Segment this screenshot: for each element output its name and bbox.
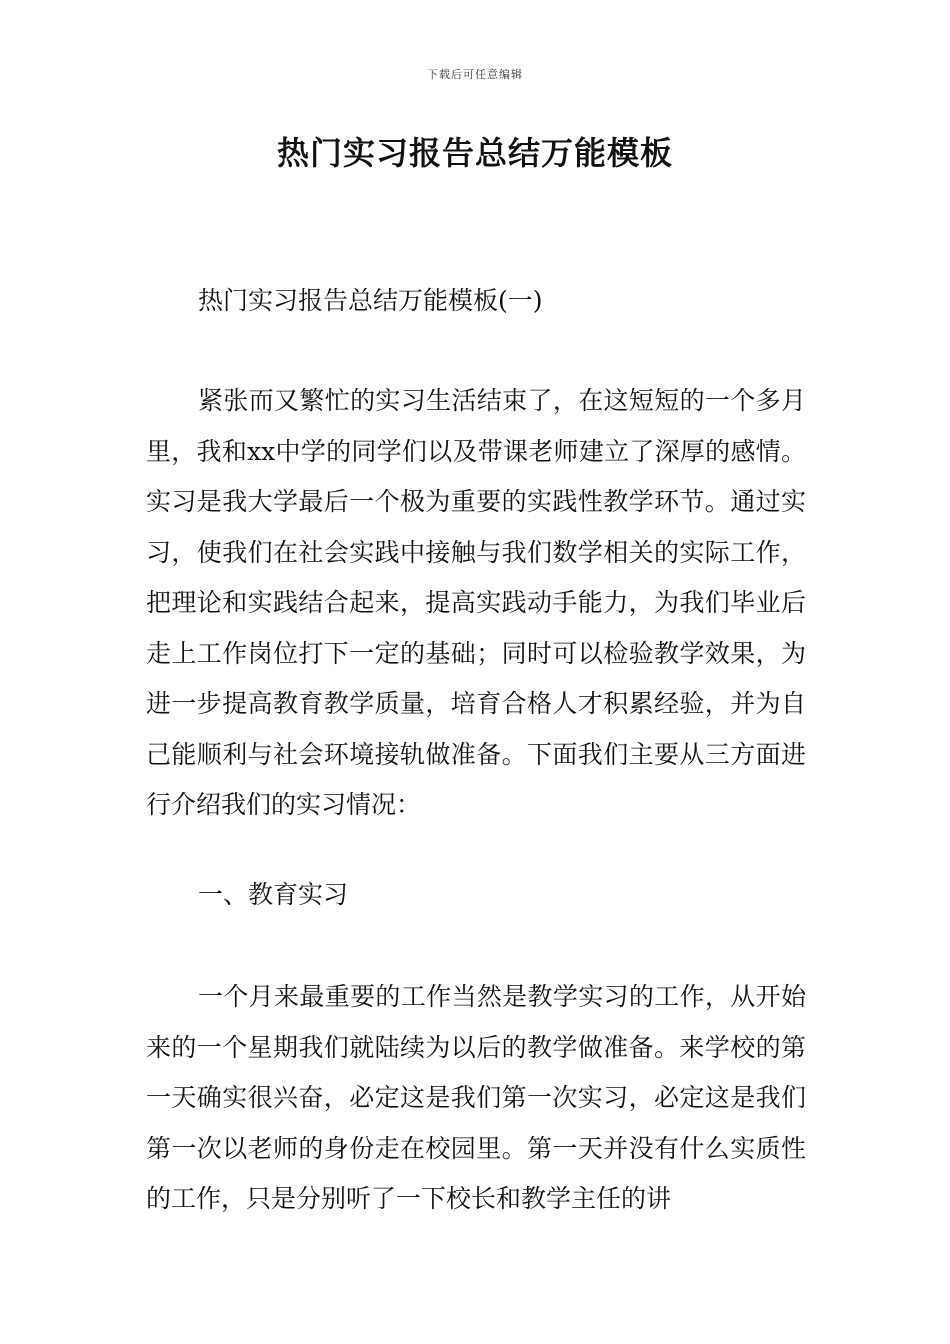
- document-subtitle: 热门实习报告总结万能模板(一): [198, 286, 543, 315]
- section-heading: 一、教育实习: [198, 880, 349, 909]
- paragraph-teaching: 一个月来最重要的工作当然是教学实习的工作，从开始来的一个星期我们就陆续为以后的教学做准备。来学校的第一天确实很兴奋，必定这是我们第一次实习，必定这是我们第一次以老师的身份走在校园里。第一天并没有什么实质性的工作，只是分别听了一下校长和教学主任的讲: [146, 982, 806, 1213]
- header-note: 下载后可任意编辑: [427, 68, 523, 81]
- paragraph-intro: 紧张而又繁忙的实习生活结束了，在这短短的一个多月里，我和xx中学的同学们以及带课老师建立了深厚的感情。实习是我大学最后一个极为重要的实践性教学环节。通过实习，使我们在社会实践中接触与我们数学相关的实际工作，把理论和实践结合起来，提高实践动手能力，为我们毕业后走上工作岗位打下一定的基础；同时可以检验教学效果，为进一步提高教育教学质量，培育合格人才积累经验，并为自己能顺利与社会环境接轨做准备。下面我们主要从三方面进行介绍我们的实习情况：: [146, 386, 806, 819]
- document-title: 热门实习报告总结万能模板: [276, 134, 673, 172]
